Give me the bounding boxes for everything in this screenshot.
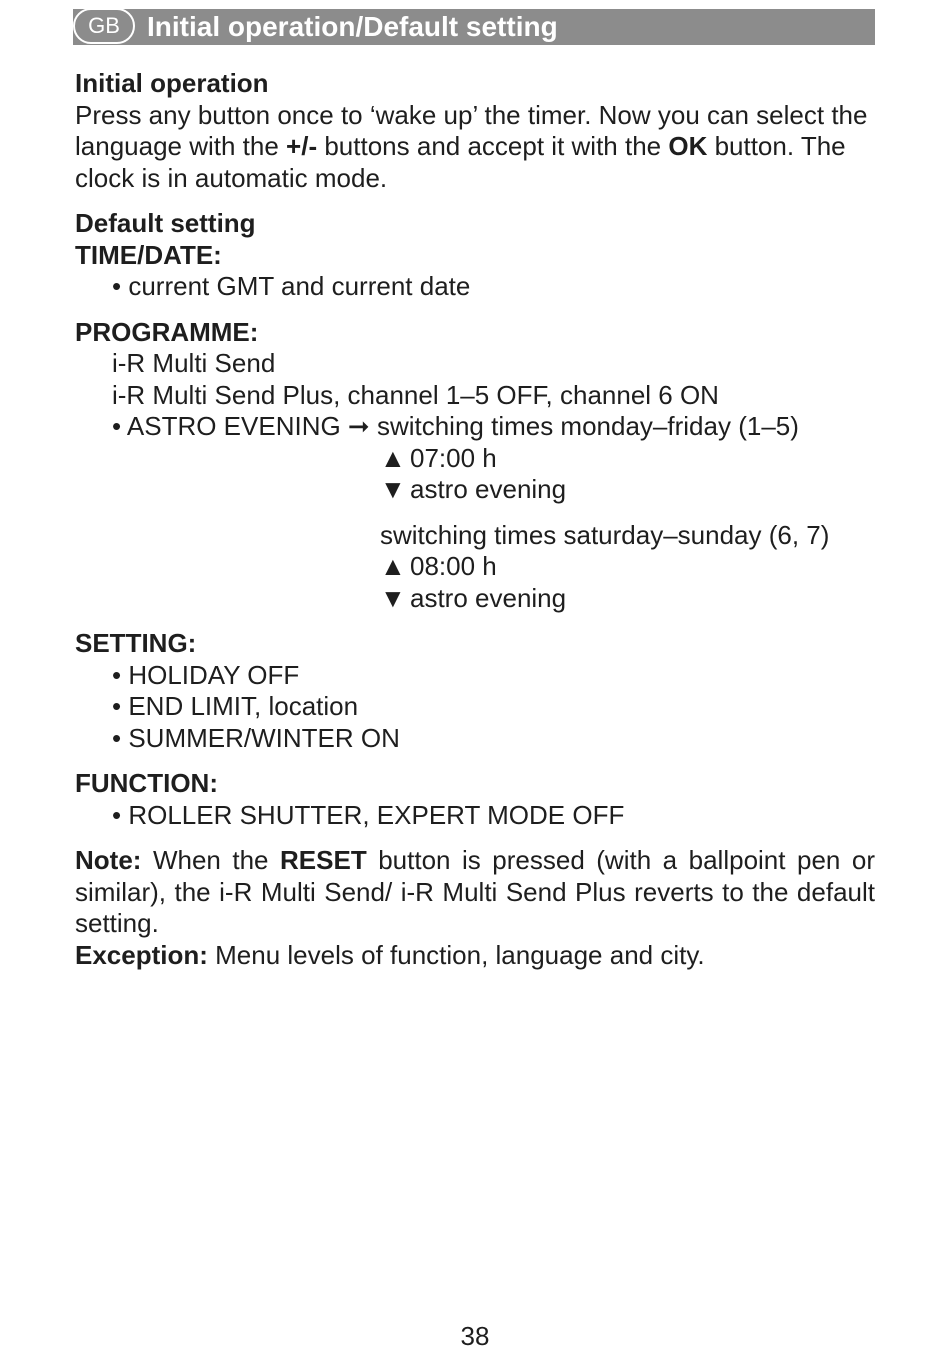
up-triangle-icon: ▲ xyxy=(380,442,406,473)
astro-evening-item: • ASTRO EVENING ➞ switching times monday–friday (1–5) xyxy=(112,411,799,441)
setting-item: • END LIMIT, location xyxy=(112,691,359,721)
weekday-down-value: astro evening xyxy=(410,474,567,504)
down-triangle-icon: ▼ xyxy=(380,474,406,504)
initial-operation-text-part: buttons and accept it with the xyxy=(317,131,669,161)
weekend-label: switching times saturday–sunday (6, 7) xyxy=(380,519,830,550)
initial-operation-heading: Initial operation xyxy=(75,68,269,98)
ok-label: OK xyxy=(668,131,708,161)
weekend-up-value: 08:00 h xyxy=(410,551,497,581)
note-label: Note: xyxy=(75,845,142,875)
initial-operation-text-part: Press any button once to ‘wake up’ the timer. Now you can select the language with the xyxy=(75,99,868,161)
weekday-up-time xyxy=(75,443,875,475)
setting-item: • SUMMER/WINTER ON xyxy=(112,722,400,753)
weekend-up-time xyxy=(75,551,875,583)
default-setting-heading: Default setting xyxy=(75,208,256,238)
exception-text: Menu levels of function, language and city. xyxy=(207,939,705,970)
page-number: 38 xyxy=(460,1321,490,1351)
initial-operation-text xyxy=(75,100,875,195)
weekday-down-time xyxy=(75,474,875,506)
note-paragraph xyxy=(75,845,875,940)
language-badge: GB xyxy=(73,8,135,44)
down-triangle-icon: ▼ xyxy=(380,582,406,613)
note-text-part: When the xyxy=(141,845,281,875)
exception-label: Exception: xyxy=(75,939,208,970)
programme-line-2: i-R Multi Send Plus, channel 1–5 OFF, channel 6 ON xyxy=(112,379,719,410)
up-triangle-icon: ▲ xyxy=(380,551,406,581)
time-date-item: • current GMT and current date xyxy=(112,271,471,301)
time-date-label: TIME/DATE: xyxy=(75,239,222,270)
function-item: • ROLLER SHUTTER, EXPERT MODE OFF xyxy=(112,799,625,830)
exception-paragraph xyxy=(75,940,875,972)
setting-item: • HOLIDAY OFF xyxy=(112,659,300,690)
plus-minus-label: +/- xyxy=(286,131,318,161)
programme-line-1: i-R Multi Send xyxy=(112,348,276,378)
content xyxy=(75,68,875,971)
weekend-down-time xyxy=(75,583,875,615)
reset-label: RESET xyxy=(280,845,367,875)
function-label: FUNCTION: xyxy=(75,768,218,798)
page-title: Initial operation/Default setting xyxy=(147,11,558,42)
setting-label: SETTING: xyxy=(75,628,197,658)
initial-operation-text-part: button. The clock is in automatic mode. xyxy=(75,131,846,193)
programme-label: PROGRAMME: xyxy=(75,316,259,347)
weekday-up-value: 07:00 h xyxy=(410,442,497,473)
weekend-down-value: astro evening xyxy=(410,582,567,613)
note-text-part: button is pressed (with a ballpoint pen or similar), the i-R Multi Send/ i-R Multi Send Plus reverts to the default setting. xyxy=(75,845,875,938)
